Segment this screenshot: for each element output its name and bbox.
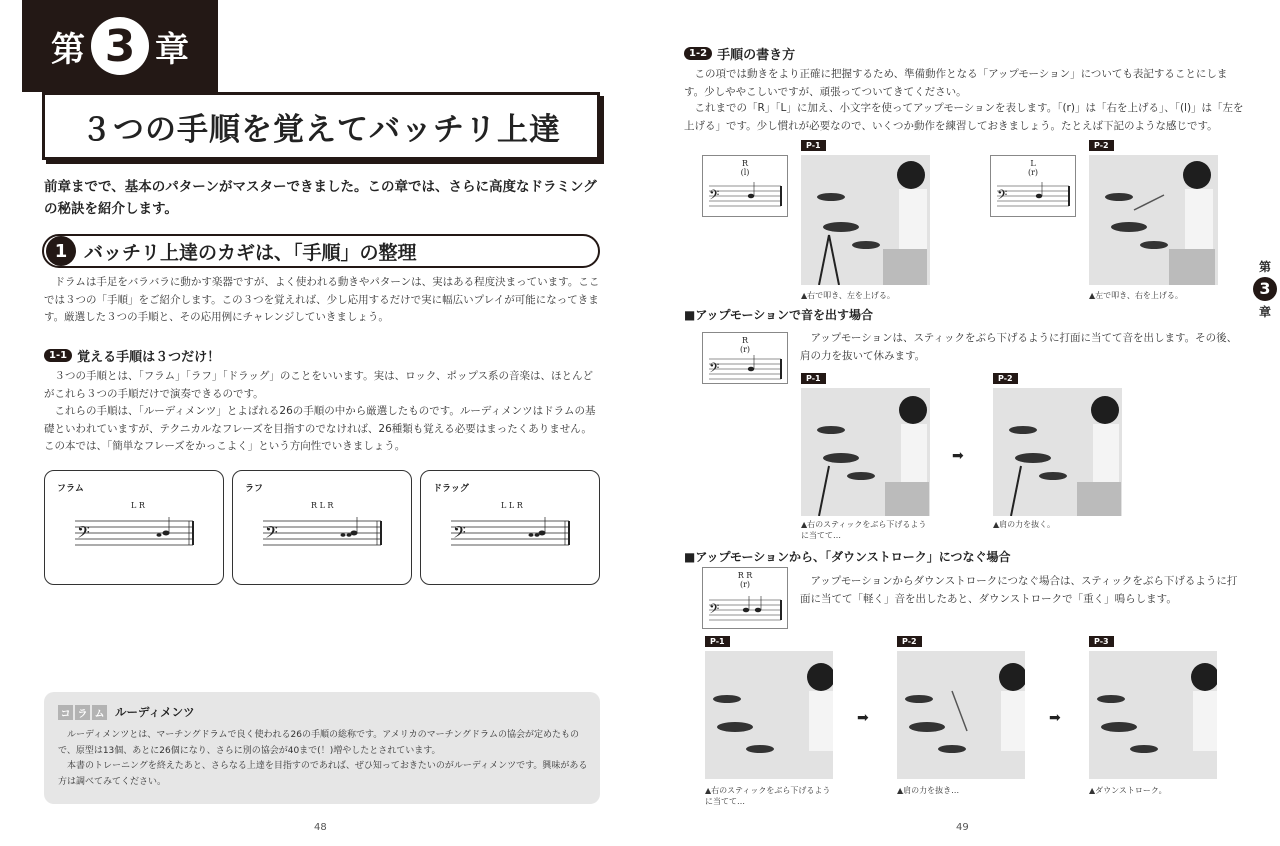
drummer-photo xyxy=(993,388,1122,516)
subsection-badge: 1-1 xyxy=(44,349,72,362)
arrow-right-icon: ➡ xyxy=(952,448,964,464)
drummer-photo-icon xyxy=(993,388,1122,516)
upmotion-text: アップモーションは、スティックをぶら下げるように打面に当てて音を出します。その後、肩の力を抜いて休みます。 xyxy=(800,332,1238,362)
side-tab-post: 章 xyxy=(1258,305,1271,319)
column-paragraph-2: 本書のトレーニングを終えたあと、さらなる上達を目指すのであれば、ぜひ知っておきたいのがルーディメンツです。興味がある方は調べてみてください。 xyxy=(58,761,588,787)
side-tab-pre: 第 xyxy=(1258,260,1271,274)
chapter-title: ３つの手順を覚えてバッチリ上達 xyxy=(42,92,600,160)
chapter-number-circle: 3 xyxy=(91,17,149,75)
photo-caption: ▲肩の力を抜く。 xyxy=(993,520,1055,529)
notation-label: ドラッグ xyxy=(433,484,469,494)
bass-staff-icon xyxy=(451,513,601,563)
bass-staff-icon xyxy=(75,513,225,563)
sticking-text: R L R xyxy=(311,501,334,510)
sticking-top: R xyxy=(741,336,749,345)
photo-caption: ▲右で叩き、左を上げる。 xyxy=(801,291,895,300)
drummer-photo-icon xyxy=(1089,155,1218,285)
sticking-label xyxy=(991,159,1075,177)
bass-staff-icon xyxy=(709,182,783,212)
sticking-bottom: (r) xyxy=(739,580,751,589)
subsection-title: 手順の書き方 xyxy=(717,48,796,63)
notation-staff xyxy=(702,155,788,217)
side-tab-number: 3 xyxy=(1253,277,1277,301)
drummer-photo xyxy=(897,651,1025,779)
drummer-photo-icon xyxy=(801,155,930,285)
photo-label: P-2 xyxy=(993,373,1018,384)
drummer-photo xyxy=(801,388,930,516)
sticking-bottom: (l) xyxy=(740,168,750,177)
photo-label: P-1 xyxy=(801,140,826,151)
subsection-title: 覚える手順は３つだけ！ xyxy=(77,350,221,365)
photo-caption: ▲肩の力を抜き… xyxy=(897,786,960,795)
column-heading xyxy=(58,704,195,720)
page-number-right: 49 xyxy=(956,822,969,833)
drummer-photo xyxy=(801,155,930,285)
sticking-bottom: (r) xyxy=(739,345,751,354)
notation-box-drag xyxy=(420,470,600,585)
notation-staff xyxy=(702,567,788,629)
photo-label: P-2 xyxy=(1089,140,1114,151)
bass-staff-icon xyxy=(997,182,1071,212)
photo-label: P-1 xyxy=(801,373,826,384)
heading-upmotion: ■アップモーションで音を出す場合 xyxy=(684,308,874,322)
arrow-right-icon: ➡ xyxy=(857,710,869,726)
intro-paragraph-1: この項では動きをより正確に把握するため、準備動作となる「アップモーション」についても表記することにします。少しややこしいですが、頑張ってついてきてください。 xyxy=(684,68,1228,98)
section-heading xyxy=(42,234,600,268)
section-body: ドラムは手足をバラバラに動かす楽器ですが、よく使われる動きやパターンは、実はある程度決まっています。ここでは３つの「手順」をご紹介します。この３つを覚えれば、少し応用するだけで実に幅広いプレイが可能になってきます。厳選した３つの手順と、その応用例にチャレンジしていきましょう。 xyxy=(44,276,600,323)
svg-text:𝄢: 𝄢 xyxy=(709,360,720,379)
sticking-label xyxy=(703,571,787,589)
notation-label: ラフ xyxy=(245,484,264,494)
subsection-heading-right xyxy=(684,44,795,63)
drummer-photo xyxy=(1089,155,1218,285)
svg-text:𝄢: 𝄢 xyxy=(997,187,1008,206)
heading-downstroke: ■アップモーションから、「ダウンストローク」につなぐ場合 xyxy=(684,550,1011,564)
sticking-text: L R xyxy=(131,501,145,510)
bass-staff-icon xyxy=(709,355,783,383)
downstroke-text: アップモーションからダウンストロークにつなぐ場合は、スティックをぶら下げるように打面に当てて「軽く」音を出したあと、ダウンストロークで「重く」鳴らします。 xyxy=(800,575,1238,605)
notation-staff xyxy=(702,332,788,384)
photo-caption: ▲右のスティックをぶら下げるように当てて… xyxy=(801,520,927,540)
sticking-top: R R xyxy=(737,571,753,580)
drummer-photo xyxy=(705,651,833,779)
column-char: ム xyxy=(92,705,107,720)
column-box xyxy=(44,692,600,804)
subsection-heading xyxy=(44,346,220,365)
subsection-paragraph-1: ３つの手順とは、「フラム」「ラフ」「ドラッグ」のことをいいます。実は、ロック、ポップス系の音楽は、ほとんどがこれら３つの手順だけで演奏できるのです。 xyxy=(44,370,594,400)
chapter-label-post: 章 xyxy=(155,29,189,70)
section-title: バッチリ上達のカギは、「手順」の整理 xyxy=(84,241,417,264)
chapter-side-tab xyxy=(1252,258,1278,320)
bass-staff-icon xyxy=(263,513,413,563)
photo-label: P-1 xyxy=(705,636,730,647)
notation-staff xyxy=(990,155,1076,217)
sticking-top: L xyxy=(1030,159,1036,168)
drummer-photo xyxy=(1089,651,1217,779)
sticking-bottom: (r) xyxy=(1027,168,1039,177)
column-char: コ xyxy=(58,705,73,720)
arrow-right-icon: ➡ xyxy=(1049,710,1061,726)
subsection-badge: 1-2 xyxy=(684,47,712,60)
photo-label: P-3 xyxy=(1089,636,1114,647)
notation-label: フラム xyxy=(57,484,84,494)
svg-text:𝄢: 𝄢 xyxy=(709,601,720,620)
chapter-header-box xyxy=(22,0,218,92)
column-body xyxy=(58,728,588,790)
photo-caption: ▲左で叩き、右を上げる。 xyxy=(1089,291,1183,300)
drummer-photo-icon xyxy=(705,651,833,779)
section-number: 1 xyxy=(46,236,76,266)
chapter-lead: 前章までで、基本のパターンがマスターできました。この章では、さらに高度なドラミングの秘訣を紹介します。 xyxy=(44,179,597,217)
sticking-text: L L R xyxy=(501,501,523,510)
svg-text:𝄢: 𝄢 xyxy=(265,522,278,546)
page-number-left: 48 xyxy=(314,822,327,833)
chapter-label-pre: 第 xyxy=(51,29,85,70)
photo-caption: ▲右のスティックをぶら下げるように当てて… xyxy=(705,786,831,806)
column-title: ルーディメンツ xyxy=(115,705,195,719)
column-paragraph-1: ルーディメンツとは、マーチングドラムで良く使われる26の手順の総称です。アメリカのマーチングドラムの協会が定めたもので、原型は13個、あとに26個になり、さらに別の協会が40まで(！)増やしたとされています。 xyxy=(58,730,579,756)
photo-label: P-2 xyxy=(897,636,922,647)
photo-caption: ▲ダウンストローク。 xyxy=(1089,786,1167,795)
svg-text:𝄢: 𝄢 xyxy=(453,522,466,546)
notation-box-ruff xyxy=(232,470,412,585)
column-char: ラ xyxy=(75,705,90,720)
drummer-photo-icon xyxy=(1089,651,1217,779)
sticking-label xyxy=(703,336,787,354)
bass-staff-icon xyxy=(709,596,783,626)
intro-paragraph-2: これまでの「R」「L」に加え、小文字を使ってアップモーションを表します。「(r)」は「右を上げる」、「(l)」は「左を上げる」です。少し慣れが必要なので、いくつか動作を練習しておきましょう。たとえば下記のような感じです。 xyxy=(684,102,1244,132)
notation-box-flam xyxy=(44,470,224,585)
subsection-paragraph-2: これらの手順は、「ルーディメンツ」とよばれる26の手順の中から厳選したものです。ルーディメンツはドラムの基礎といわれていますが、テクニカルなフレーズを目指すのでなければ、26種類も覚える必要はまったくありません。この本では、「簡単なフレーズをかっこよく」という方向性でいきましょう。 xyxy=(44,405,596,452)
sticking-label xyxy=(703,159,787,177)
drummer-photo-icon xyxy=(897,651,1025,779)
drummer-photo-icon xyxy=(801,388,930,516)
svg-text:𝄢: 𝄢 xyxy=(77,522,90,546)
svg-text:𝄢: 𝄢 xyxy=(709,187,720,206)
sticking-top: R xyxy=(741,159,749,168)
